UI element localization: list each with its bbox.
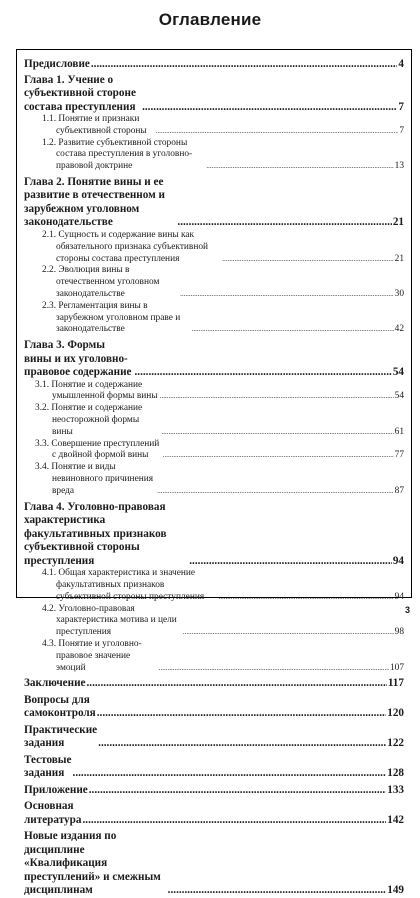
toc-entry-page: 54 bbox=[392, 366, 404, 379]
toc-entry-title: 3.3. Совершение преступлений с двойной формой вины bbox=[35, 438, 160, 461]
dot-leader bbox=[156, 126, 399, 138]
toc-entry-page: 128 bbox=[387, 767, 404, 780]
toc-list bbox=[24, 58, 404, 898]
toc-section-entry bbox=[24, 380, 404, 404]
dot-leader bbox=[142, 101, 397, 115]
page-title: Оглавление bbox=[158, 10, 262, 29]
toc-section-entry bbox=[24, 639, 404, 674]
toc-chapter-entry bbox=[24, 694, 404, 721]
dot-leader bbox=[97, 707, 386, 721]
dot-leader bbox=[89, 784, 386, 798]
toc-section-entry bbox=[24, 230, 404, 265]
toc-entry-page: 94 bbox=[392, 554, 404, 567]
dot-leader bbox=[222, 254, 393, 266]
toc-entry-page: 94 bbox=[394, 591, 404, 602]
toc-entry-page: 107 bbox=[389, 662, 404, 673]
page-number: 3 bbox=[404, 605, 410, 615]
toc-entry-page: 7 bbox=[398, 100, 404, 113]
toc-entry-title: Вопросы для самоконтроля bbox=[24, 693, 96, 720]
toc-chapter-entry bbox=[24, 58, 404, 72]
toc-section-entry bbox=[24, 604, 404, 639]
dot-leader bbox=[180, 289, 394, 301]
toc-entry-page: 98 bbox=[394, 627, 404, 638]
toc-entry-title: 3.1. Понятие и содержание умышленной формы вины bbox=[35, 379, 158, 402]
toc-entry-page: 117 bbox=[387, 677, 404, 690]
toc-entry-title: 4.3. Понятие и уголовно-правовое значение эмоций bbox=[42, 638, 142, 673]
toc-entry-title: 1.2. Развитие субъективной стороны состава преступления в уголовно-правовой доктрине bbox=[42, 137, 193, 172]
toc-entry-title: Глава 3. Формы вины и их уголовно-правовое содержание bbox=[24, 339, 132, 379]
toc-entry-title: Предисловие bbox=[24, 58, 90, 70]
toc-section-entry bbox=[24, 301, 404, 336]
toc-section-entry bbox=[24, 439, 404, 463]
dot-leader bbox=[161, 427, 393, 439]
toc-chapter-entry bbox=[24, 176, 404, 230]
toc-section-entry bbox=[24, 462, 404, 497]
toc-entry-page: 42 bbox=[394, 324, 404, 335]
dot-leader bbox=[134, 366, 391, 380]
toc-chapter-entry bbox=[24, 677, 404, 691]
dot-leader bbox=[159, 663, 389, 675]
toc-chapter-entry bbox=[24, 339, 404, 380]
dot-leader bbox=[86, 677, 386, 691]
toc-entry-title: Глава 2. Понятие вины и ее развитие в отечественном и зарубежном уголовном законодательстве bbox=[24, 175, 165, 229]
dot-leader bbox=[206, 161, 393, 173]
dot-leader bbox=[98, 737, 386, 751]
toc-section-entry bbox=[24, 114, 404, 138]
toc-entry-page: 149 bbox=[387, 884, 404, 897]
toc-entry-title: 4.2. Уголовно-правовая характеристика мотива и цели преступления bbox=[42, 603, 177, 638]
toc-entry-page: 7 bbox=[399, 125, 404, 136]
toc-entry-page: 21 bbox=[394, 253, 404, 264]
toc-entry-page: 21 bbox=[392, 216, 404, 229]
toc-chapter-entry bbox=[24, 830, 404, 898]
toc-chapter-entry bbox=[24, 754, 404, 781]
toc-entry-page: 30 bbox=[394, 288, 404, 299]
toc-entry-title: 1.1. Понятие и признаки субъективной стороны bbox=[42, 114, 147, 136]
toc-entry-page: 133 bbox=[387, 783, 404, 796]
dot-leader bbox=[192, 324, 394, 336]
table-of-contents bbox=[16, 49, 412, 897]
toc-entry-title: Приложение bbox=[24, 783, 88, 796]
toc-chapter-entry bbox=[24, 724, 404, 751]
dot-leader bbox=[91, 58, 398, 72]
toc-entry-page: 122 bbox=[387, 737, 404, 750]
toc-chapter-entry bbox=[24, 800, 404, 827]
toc-chapter-entry bbox=[24, 784, 404, 798]
toc-entry-page: 120 bbox=[387, 707, 404, 720]
toc-entry-title: Основная литература bbox=[24, 800, 82, 826]
toc-chapter-entry bbox=[24, 501, 404, 569]
toc-entry-page: 61 bbox=[394, 426, 404, 437]
dot-leader bbox=[189, 555, 392, 569]
toc-entry-page: 13 bbox=[394, 161, 404, 172]
toc-section-entry bbox=[24, 265, 404, 300]
toc-entry-title: 2.1. Сущность и содержание вины как обязательного признака субъективной стороны состава преступления bbox=[42, 229, 209, 264]
dot-leader bbox=[157, 486, 393, 498]
dot-leader bbox=[183, 627, 394, 639]
toc-section-entry bbox=[24, 403, 404, 438]
toc-entry-title: 3.2. Понятие и содержание неосторожной формы вины bbox=[35, 403, 143, 437]
toc-entry-title: Новые издания по дисциплине «Квалификация преступлений» и смежным дисциплинам bbox=[24, 830, 161, 897]
dot-leader bbox=[177, 216, 391, 230]
toc-entry-title: 2.3. Регламентация вины в зарубежном уголовном праве и законодательстве bbox=[42, 300, 181, 335]
dot-leader bbox=[168, 884, 387, 898]
toc-entry-title: Глава 1. Учение о субъективной стороне состава преступления bbox=[24, 73, 136, 113]
toc-entry-page: 142 bbox=[387, 813, 404, 826]
toc-entry-title: 2.2. Эволюция вины в отечественном уголовном законодательстве bbox=[42, 265, 160, 299]
toc-section-entry bbox=[24, 138, 404, 173]
toc-entry-page: 77 bbox=[394, 450, 404, 461]
dot-leader bbox=[73, 767, 387, 781]
toc-entry-title: 4.1. Общая характеристика и значение факультативных признаков субъективной стороны преступления bbox=[42, 568, 205, 602]
toc-chapter-entry bbox=[24, 74, 404, 115]
dot-leader bbox=[219, 592, 394, 604]
toc-entry-page: 4 bbox=[398, 58, 404, 70]
dot-leader bbox=[160, 391, 394, 403]
toc-entry-title: Глава 4. Уголовно-правовая характеристика факультативных признаков субъективной стороны преступления bbox=[24, 500, 167, 567]
toc-entry-title: Заключение bbox=[24, 677, 86, 690]
toc-entry-page: 54 bbox=[394, 391, 404, 402]
toc-entry-title: 3.4. Понятие и виды невиновного причинения вреда bbox=[35, 462, 154, 496]
toc-entry-page: 87 bbox=[394, 485, 404, 496]
toc-entry-title: Тестовые задания bbox=[24, 753, 72, 780]
toc-entry-title: Практические задания bbox=[24, 723, 98, 750]
toc-section-entry bbox=[24, 568, 404, 603]
dot-leader bbox=[163, 450, 394, 462]
dot-leader bbox=[82, 814, 386, 828]
